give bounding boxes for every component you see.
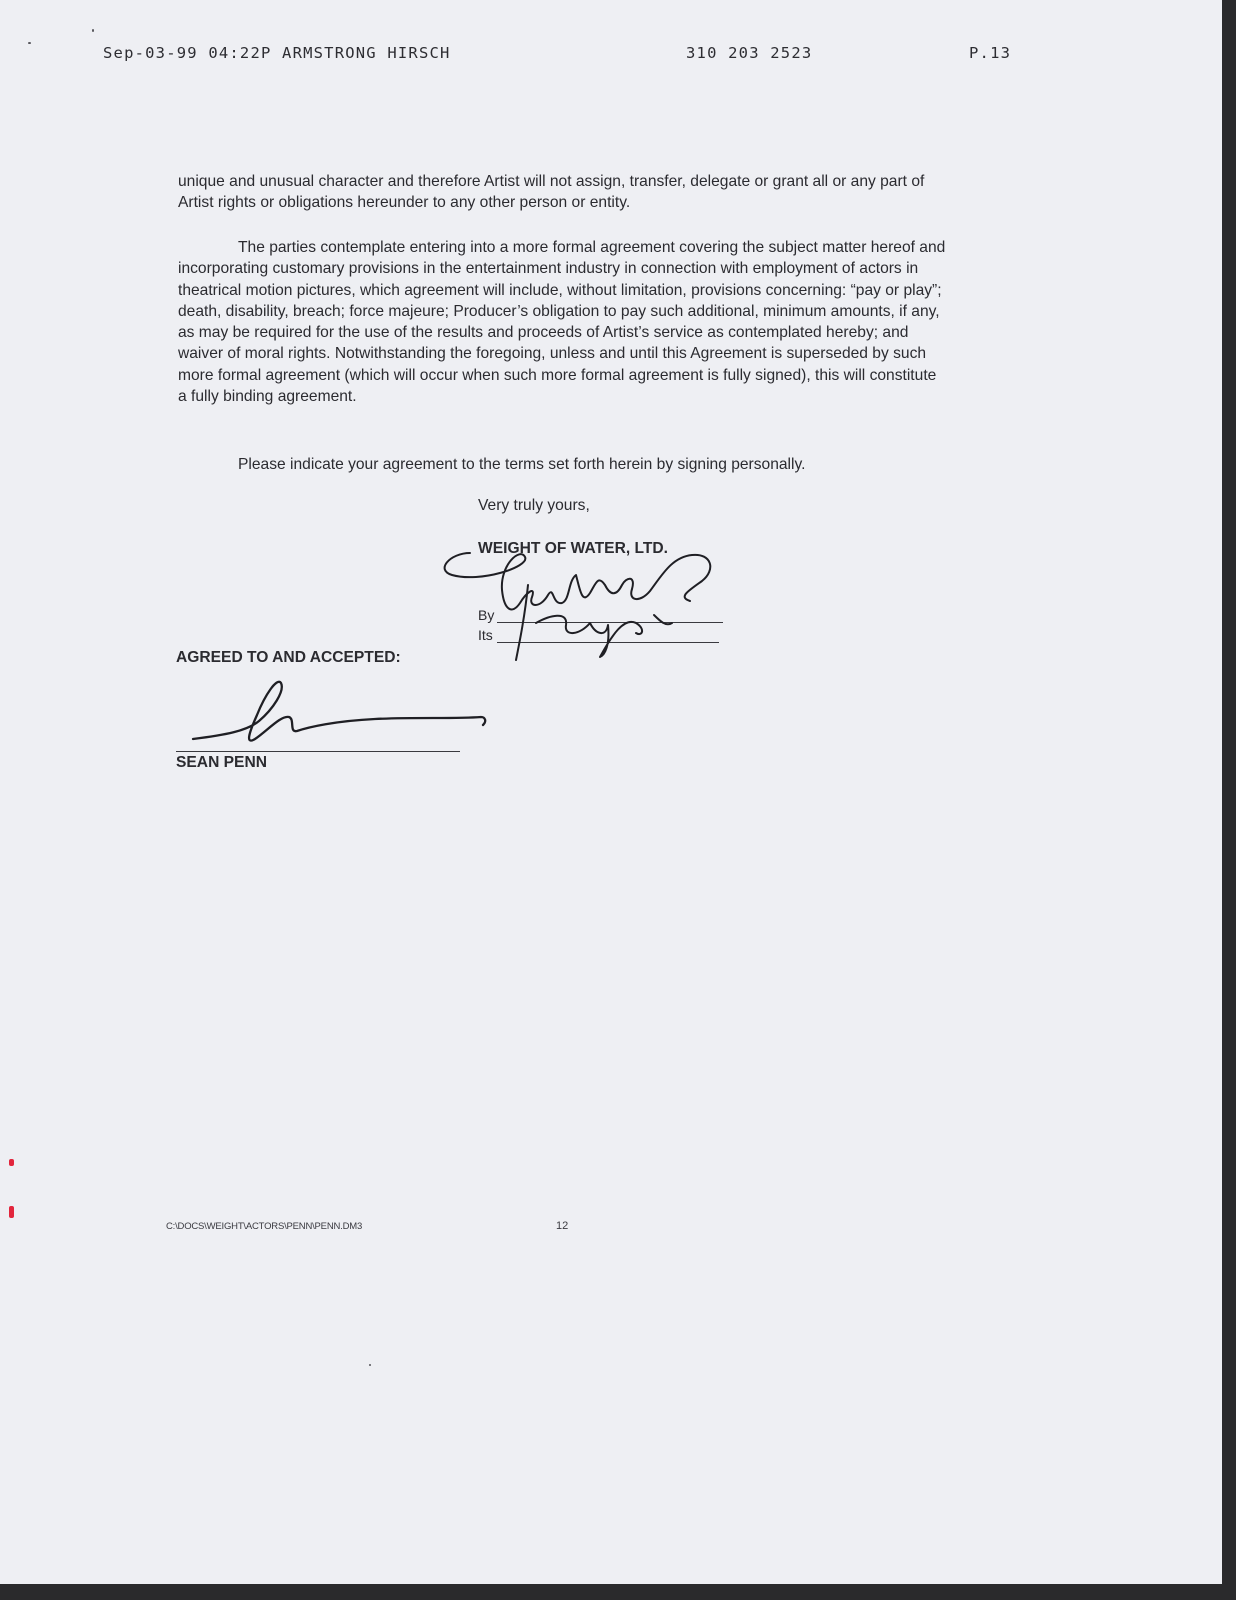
closing-salutation: Very truly yours, — [478, 497, 590, 514]
margin-mark — [9, 1159, 14, 1166]
footer-file-path: C:\DOCS\WEIGHT\ACTORS\PENN\PENN.DM3 — [166, 1221, 363, 1232]
artist-name: SEAN PENN — [176, 754, 267, 771]
its-label: Its — [478, 627, 493, 643]
paragraph-assignment: unique and unusual character and therefore Artist will not assign, transfer, delegate or grant all or any part of Artist rights or obligations hereunder to any other person or entity. — [178, 173, 925, 212]
company-name: WEIGHT OF WATER, LTD. — [478, 540, 668, 557]
scan-speck — [369, 1364, 371, 1366]
footer-page-number: 12 — [556, 1220, 569, 1232]
by-label: By — [478, 607, 495, 623]
paragraph-formal-agreement: The parties contemplate entering into a more formal agreement covering the subject matter hereof and incorporating customary provisions in the entertainment industry in connection with employment of actors in theatrical motion pictures, which agreement will include, without limitation, provisions concerning: “pay or play”; death, disability, breach; force majeure; Producer’s obligation to pay such additional, minimum amounts, if any, as may be required for the use of the results and proceeds of Artist’s service as contemplated hereby; and waiver of moral rights. Notwithstanding the foregoing, unless and until this Agreement is superseded by such more formal agreement (which will occur when such more formal agreement is fully signed), this will constitute a fully binding agreement. — [178, 239, 946, 406]
fax-header-phone: 310 203 2523 — [686, 44, 813, 62]
fax-header-page: P.13 — [969, 44, 1012, 62]
scan-speck — [92, 29, 94, 32]
scan-speck — [28, 42, 31, 44]
margin-mark — [9, 1206, 14, 1218]
paragraph-indicate-agreement: Please indicate your agreement to the terms set forth herein by signing personally. — [238, 456, 806, 473]
fax-header-sender: Sep-03-99 04:22P ARMSTRONG HIRSCH — [103, 44, 451, 62]
producer-signature — [440, 545, 750, 680]
artist-signature-line — [176, 751, 460, 752]
agreed-heading: AGREED TO AND ACCEPTED: — [176, 649, 401, 666]
